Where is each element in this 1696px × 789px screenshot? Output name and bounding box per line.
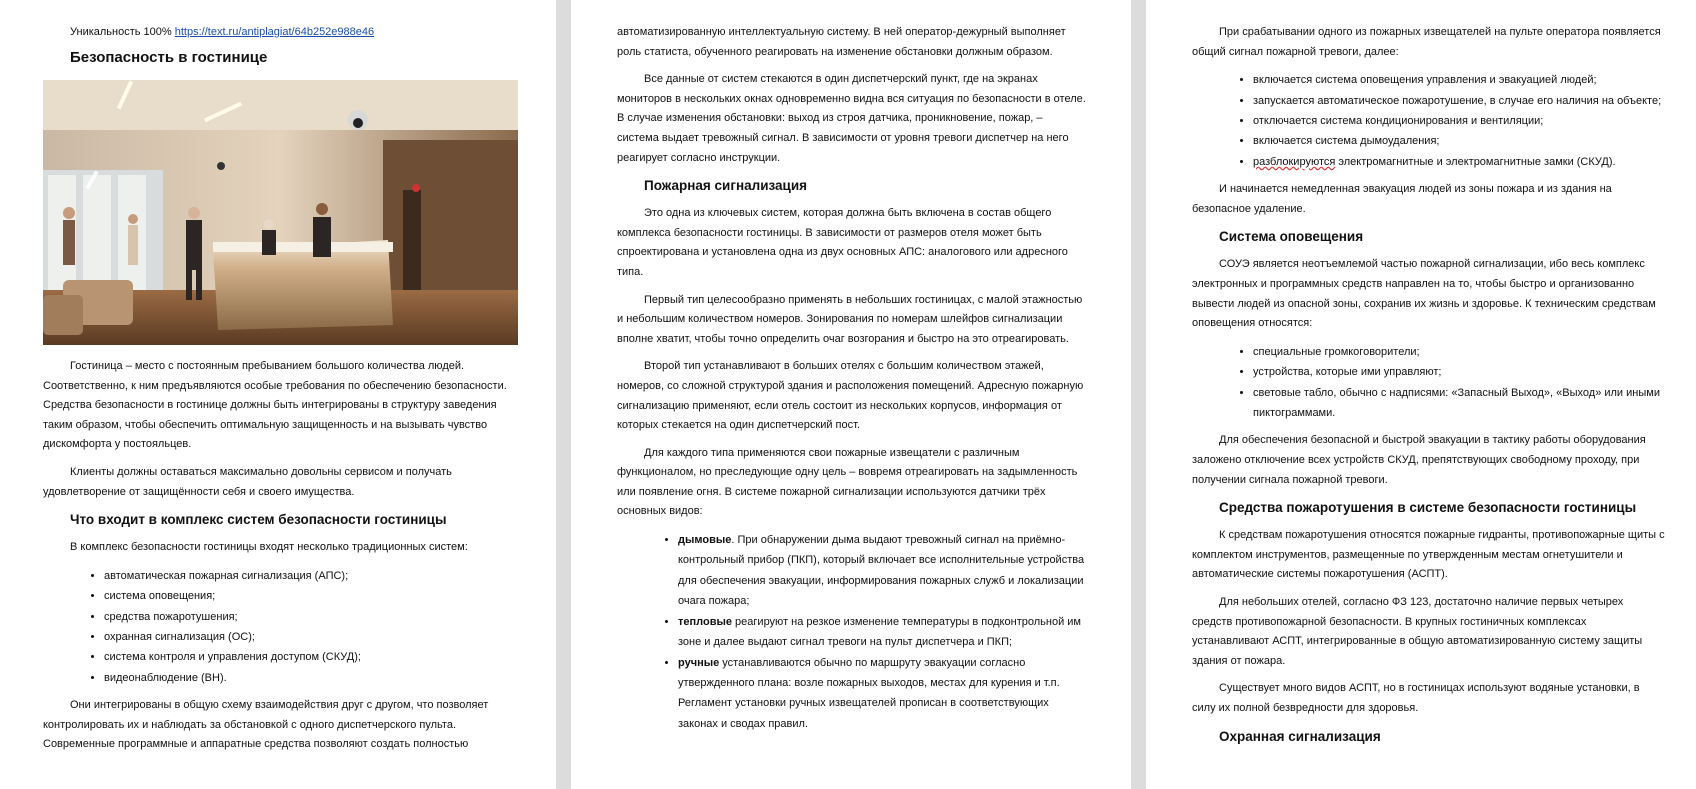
- detector-type: ручные: [678, 656, 720, 669]
- section-heading: Средства пожаротушения в системе безопасности гостиницы: [1219, 500, 1637, 516]
- detector-type: дымовые: [678, 534, 732, 547]
- list-item: • устройства, которые ими управляют;: [1253, 362, 1666, 382]
- list-item: • средства пожаротушения;: [104, 607, 518, 627]
- list-item: [678, 653, 1087, 735]
- page-gap: [1131, 0, 1146, 789]
- section-heading: Охранная сигнализация: [1219, 728, 1381, 744]
- list-item: • система контроля и управления доступом (СКУД);: [104, 647, 518, 667]
- paragraph: автоматизированную интеллектуальную систему. В ней оператор-дежурный выполняет роль статиста, обученного реагировать на изменение обстановки должным образом.: [617, 26, 1066, 58]
- paragraph: При срабатывании одного из пожарных извещателей на пульте оператора появляется общий сигнал пожарной тревоги, далее:: [1192, 26, 1661, 58]
- document-page-2: [571, 0, 1131, 789]
- page-title: Безопасность в гостинице: [70, 49, 268, 66]
- list-item: • запускается автоматическое пожаротушение, в случае его наличия на объекте;: [1253, 91, 1666, 111]
- paragraph: Клиенты должны оставаться максимально довольны сервисом и получать удовлетворение от защищённости себя и своего имущества.: [43, 465, 452, 498]
- list-item: • система оповещения;: [104, 586, 518, 606]
- paragraph: Все данные от систем стекаются в один диспетчерский пункт, где на экранах мониторов в нескольких окнах одновременно видна вся ситуация по безопасности в отеле. В случае изменения обстановки: выход из строя датчика, проникновение, пожар, – система выдает тревожный сигнал. В зависимости от уровня тревоги диспетчер на него реагирует согласно инструкции.: [617, 73, 1086, 164]
- uniqueness-label: Уникальность 100%: [70, 26, 172, 38]
- list-item: [678, 612, 1087, 653]
- paragraph: И начинается немедленная эвакуация людей из зоны пожара и из здания на безопасное удаление.: [1192, 183, 1612, 215]
- list-item: [678, 530, 1087, 612]
- paragraph: Это одна из ключевых систем, которая должна быть включена в состав общего комплекса безопасности гостиницы. В зависимости от размеров отеля может быть спроектирована и установлена одна из двух основных АПС: аналогового или адресного типа.: [617, 207, 1068, 278]
- list-item: • автоматическая пожарная сигнализация (АПС);: [104, 566, 518, 586]
- detectors-list: [617, 530, 1087, 734]
- document-page-3: [1146, 0, 1696, 789]
- page-gap: [556, 0, 571, 789]
- paragraph: В комплекс безопасности гостиницы входят несколько традиционных систем:: [70, 541, 468, 554]
- warning-means-list: [1192, 342, 1666, 424]
- systems-list: [43, 566, 518, 688]
- detector-desc: устанавливаются обычно по маршруту эвакуации согласно утвержденного плана: возле пожарных выходов, местах для курения и т.п. Регламент установки ручных извещателей прописан в соответствующих законах и сводах правил.: [678, 656, 1060, 730]
- list-item: • видеонаблюдение (ВН).: [104, 668, 518, 688]
- list-item: • специальные громкоговорители;: [1253, 342, 1666, 362]
- section-heading: Что входит в комплекс систем безопасности гостиницы: [70, 512, 447, 528]
- uniqueness-line: [70, 23, 518, 42]
- paragraph: Для обеспечения безопасной и быстрой эвакуации в тактику работы оборудования заложено отключение всех устройств СКУД, препятствующих свободному проходу, при получении сигнала пожарной тревоги.: [1192, 434, 1646, 486]
- list-item: [1253, 152, 1666, 172]
- list-item: • охранная сигнализация (ОС);: [104, 627, 518, 647]
- detector-desc: реагируют на резкое изменение температуры в подконтрольной им зоне и далее выдают сигнал тревоги на пульт диспетчера и ПКП;: [678, 615, 1081, 649]
- paragraph: Второй тип устанавливают в больших отелях с большим количеством этажей, номеров, со сложной структурой здания и расположения помещений. Адресную пожарную сигнализацию применяют, если отель состоит из нескольких корпусов, информация от которых стекается на один диспетчерский пост.: [617, 360, 1084, 432]
- paragraph: Они интегрированы в общую схему взаимодействия друг с другом, что позволяет контролировать их и наблюдать за обстановкой с одного диспетчерского пульта. Современные программные и аппаратные средства позволяют создать полностью: [43, 699, 489, 751]
- hotel-lobby-photo: [43, 80, 518, 345]
- alarm-actions-list: [1192, 70, 1666, 172]
- paragraph: Существует много видов АСПТ, но в гостиницах используют водяные установки, в силу их полной безвредности для здоровья.: [1192, 682, 1640, 714]
- antiplagiat-link[interactable]: https://text.ru/antiplagiat/64b252e988e46: [174, 26, 375, 38]
- list-item-text: электромагнитные и электромагнитные замки (СКУД).: [1335, 155, 1616, 168]
- paragraph: К средствам пожаротушения относятся пожарные гидранты, противопожарные щиты с комплектом инструментов, размещенные по утвержденным местам огнетушители и автоматические системы пожаротушения (АСПТ).: [1192, 529, 1665, 581]
- list-item: • световые табло, обычно с надписями: «Запасный Выход», «Выход» или иными пиктограммами.: [1253, 383, 1666, 424]
- list-item: • включается система оповещения управления и эвакуацией людей;: [1253, 70, 1666, 90]
- section-heading: Система оповещения: [1219, 229, 1364, 245]
- detector-type: тепловые: [678, 615, 732, 628]
- paragraph: СОУЭ является неотъемлемой частью пожарной сигнализации, ибо весь комплекс электронных и программных средств направлен на то, чтобы быстро и организованно вывести людей из опасной зоны, сохранив их жизнь и здоровье. К техническим средствам оповещения относятся:: [1192, 258, 1656, 330]
- document-page-1: [0, 0, 556, 789]
- list-item: • включается система дымоудаления;: [1253, 131, 1666, 151]
- section-heading: Пожарная сигнализация: [644, 178, 808, 194]
- list-item: • отключается система кондиционирования и вентиляции;: [1253, 111, 1666, 131]
- detector-desc: . При обнаружении дыма выдают тревожный сигнал на приёмно-контрольный прибор (ПКП), который включает все исполнительные устройства для обеспечения эвакуации, информирования пожарных служб и локализации очага пожара;: [678, 534, 1085, 608]
- paragraph: Для каждого типа применяются свои пожарные извещатели с различным функционалом, но преследующие одну цель – вовремя отреагировать на задымленность или появление огня. В системе пожарной сигнализации используются датчики трёх основных видов:: [617, 446, 1078, 518]
- paragraph: Первый тип целесообразно применять в небольших гостиницах, с малой этажностью и небольшим количеством номеров. Зонирования по номерам шлейфов сигнализации вполне хватит, чтобы точно определить очаг возгорания и быстро на это отреагировать.: [617, 293, 1083, 345]
- spellcheck-word[interactable]: разблокируются: [1253, 155, 1336, 168]
- paragraph: Гостиница – место с постоянным пребыванием большого количества людей. Соответственно, к ним предъявляются особые требования по обеспечению безопасности. Средства безопасности в гостинице должны быть интегрированы в структуру заведения таким образом, чтобы обеспечить оптимальную защищенность и на вызывать чувство дискомфорта у постояльцев.: [43, 360, 507, 451]
- paragraph: Для небольших отелей, согласно ФЗ 123, достаточно наличие первых четырех средств противопожарной безопасности. В крупных гостиничных комплексах устанавливают АСПТ, интегрированные в общую автоматизированную систему защиты здания от пожара.: [1192, 595, 1643, 667]
